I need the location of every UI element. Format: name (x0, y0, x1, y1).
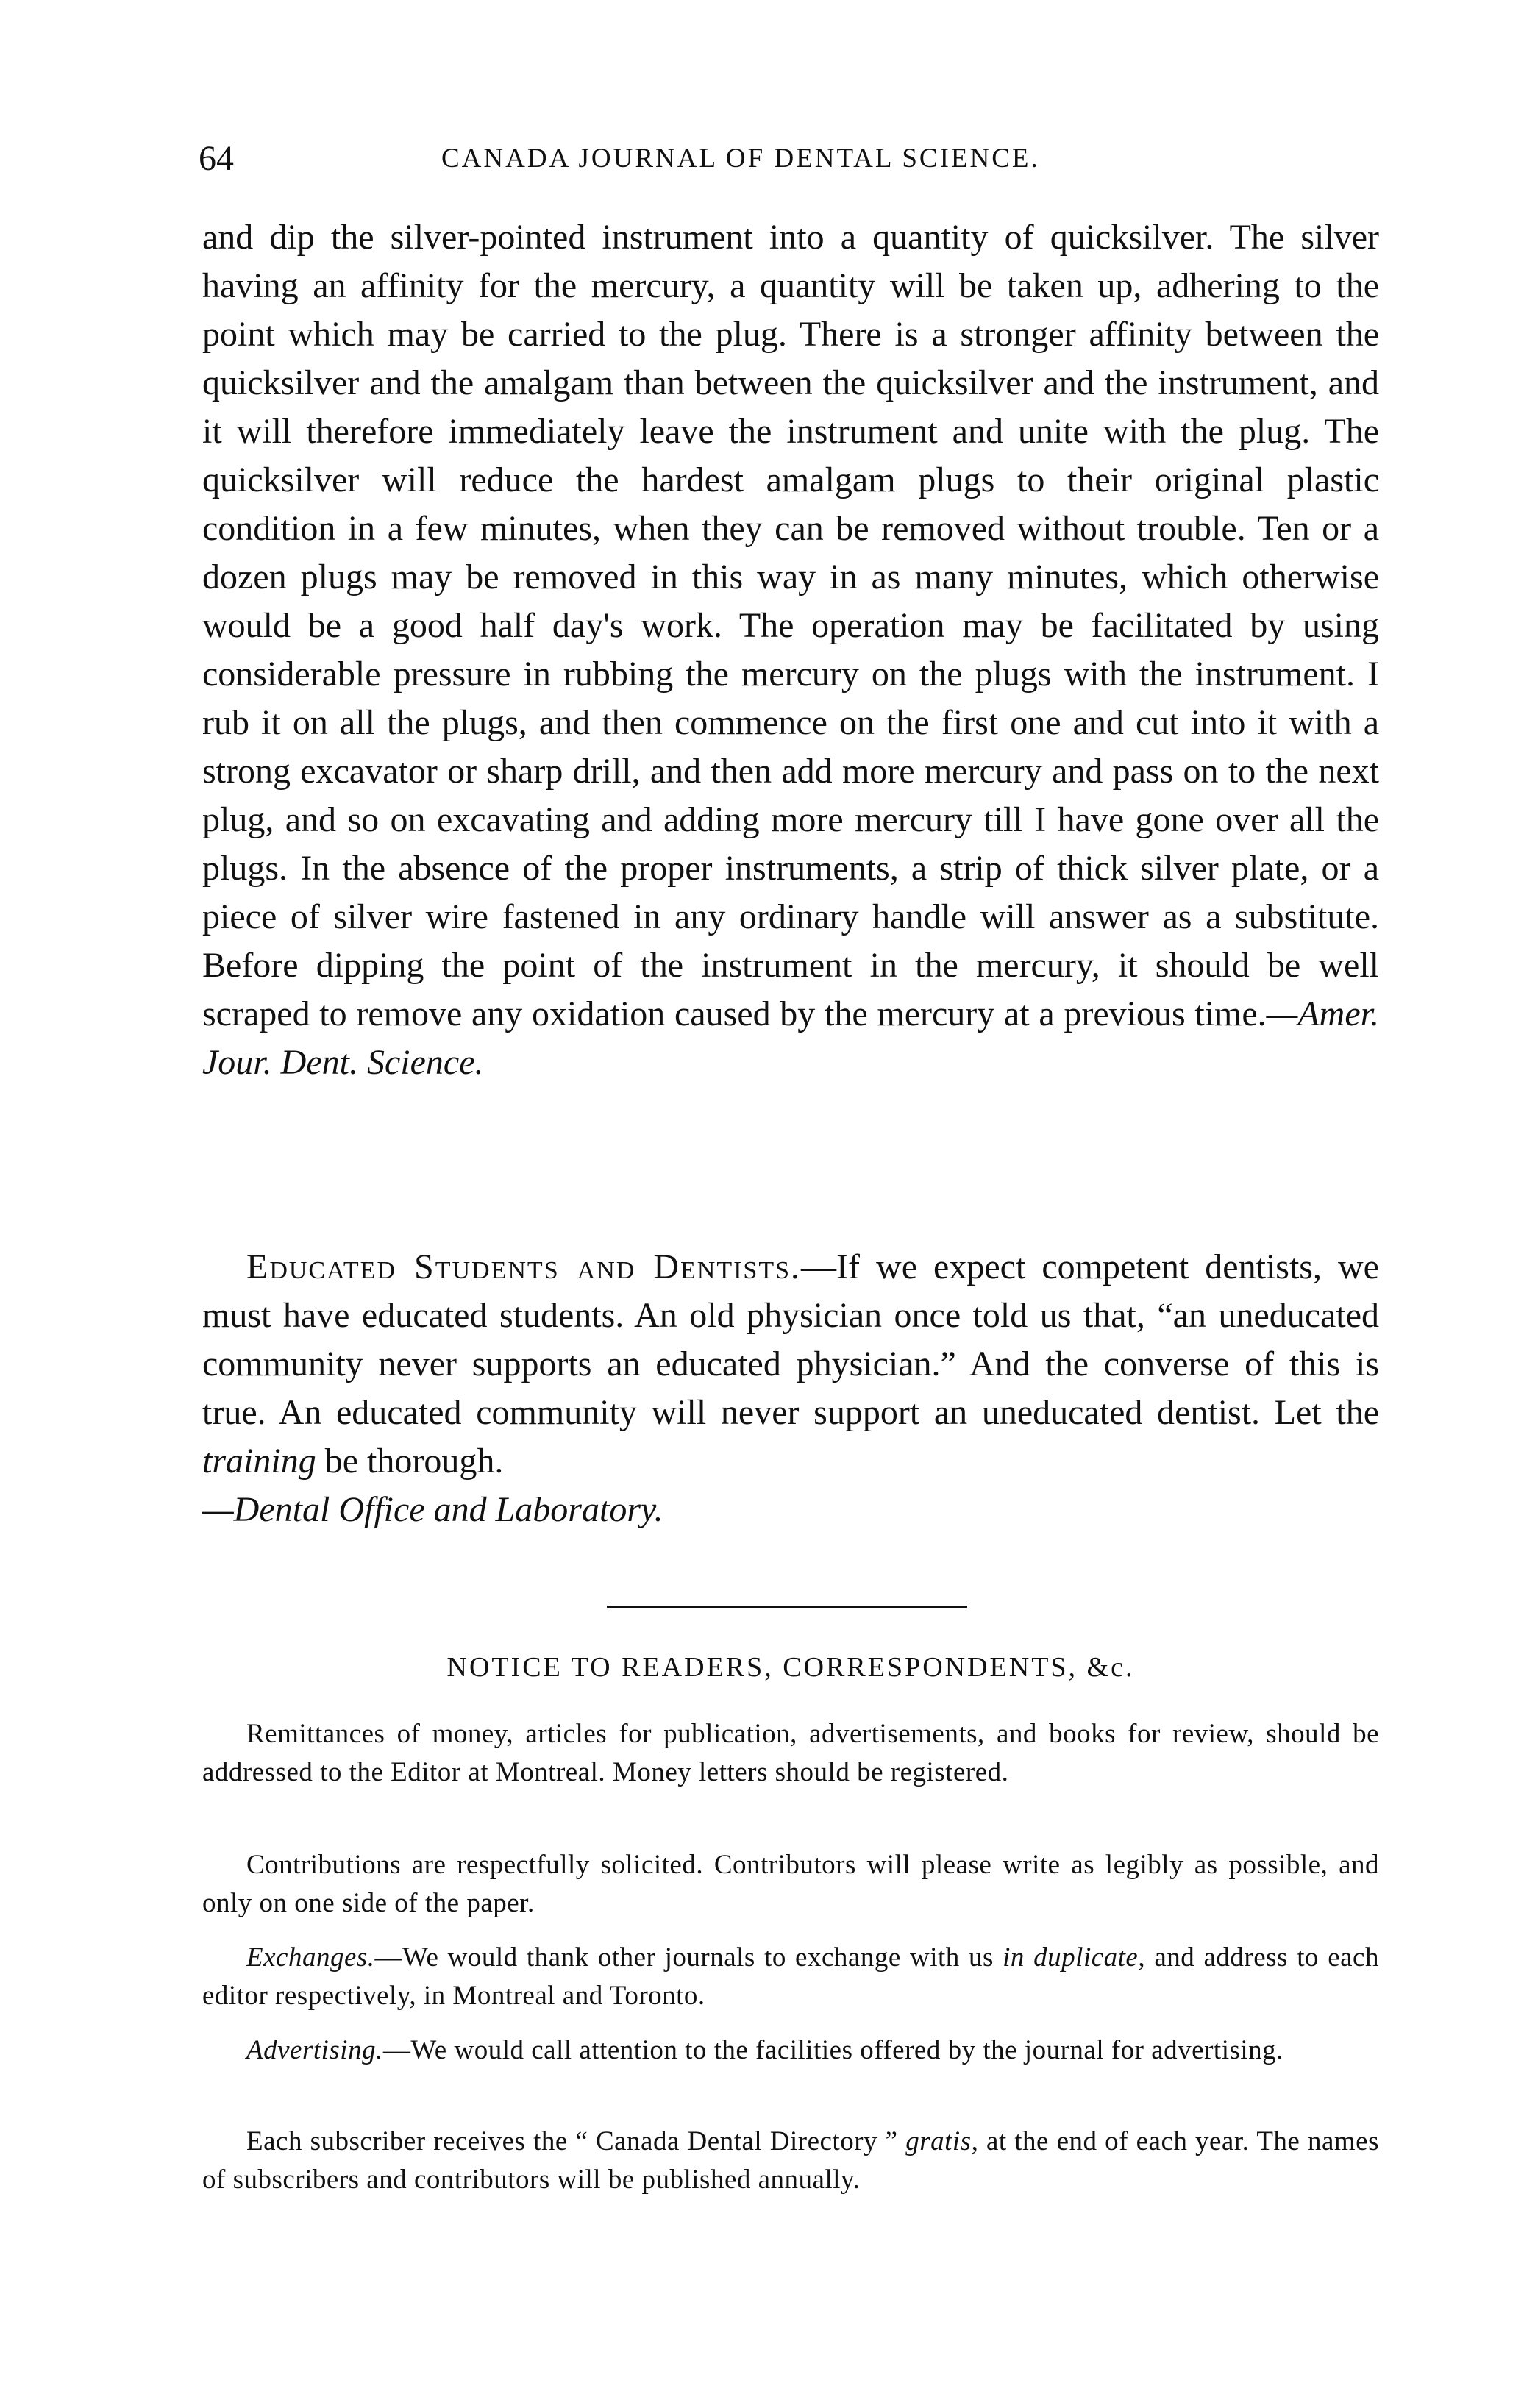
notice-text: —We would call attention to the facilities offered by the journal for advertising. (382, 2035, 1283, 2065)
notice-directory (202, 2123, 1379, 2199)
emphasis-text: training (202, 1442, 316, 1481)
emphasis-text: in duplicate (1003, 1942, 1139, 1973)
page-number: 64 (199, 139, 234, 178)
notice-text: Each subscriber receives the “ Canada Dental Directory ” (246, 2126, 906, 2156)
section-heading: Educated Students and Dentists. (246, 1247, 802, 1286)
article-paragraph-quicksilver (202, 213, 1379, 1087)
running-title: CANADA JOURNAL OF DENTAL SCIENCE. (441, 143, 1040, 174)
paragraph-text: and dip the silver-pointed instrument into a quantity of quicksilver. The silver having an affinity for the mercury, a quantity will be taken up, adhering to the point which may be carried to the plug. There is a stronger affinity between the quicksilver and the amalgam than between the quicksilver and the instrument, and it will therefore immediately leave the instrument and unite with the plug. The quicksilver will reduce the hardest amalgam plugs to their original plastic condition in a few minutes, when they can be removed without trouble. Ten or a dozen plugs may be removed in this way in as many minutes, which otherwise would be a good half day's work. The operation may be facilitated by using considerable pressure in rubbing the mercury on the plugs with the instrument. I rub it on all the plugs, and then commence on the first one and cut into it with a strong excavator or sharp drill, and then add more mercury and pass on to the next plug, and so on excavating and adding more mercury till I have gone over all the plugs. In the absence of the proper instruments, a strip of thick silver plate, or a piece of silver wire fastened in any ordinary handle will answer as a substitute. Before dipping the point of the instrument in the mercury, it should be well scraped to remove any oxidation caused by the mercury at a previous time. (202, 218, 1379, 1033)
notice-text: —We would thank other journals to exchange with us (374, 1942, 1003, 1973)
article-paragraph-educated-students (202, 1243, 1379, 1534)
notice-exchanges (202, 1939, 1379, 2015)
section-divider (607, 1606, 967, 1608)
notice-title: NOTICE TO READERS, CORRESPONDENTS, &c. (446, 1652, 1135, 1683)
notice-text-end: , and address to each editor respectively, in Montreal and Toronto. (202, 1942, 1379, 2011)
notice-remittances (202, 1715, 1379, 1792)
notice-advertising (202, 2031, 1379, 2070)
notice-lead: Advertising. (246, 2035, 383, 2065)
emphasis-text: gratis (905, 2126, 972, 2156)
paragraph-text-end: be thorough. (316, 1442, 504, 1481)
notice-text-end: , at the end of each year. The names of subscribers and contributors will be published annually. (202, 2126, 1379, 2195)
notice-contributions (202, 1846, 1379, 1923)
notice-text: Remittances of money, articles for publication, advertisements, and books for review, should be addressed to the Editor at Montreal. Money letters should be registered. (202, 1719, 1379, 1787)
notice-text: Contributions are respectfully solicited. Contributors will please write as legibly as possible, and only on one side of the paper. (202, 1850, 1379, 1918)
source-citation: —Dental Office and Laboratory. (202, 1490, 663, 1529)
paragraph-text: —If we expect competent dentists, we must have educated students. An old physician once told us that, “an uneducated community never supports an educated physician.” And the converse of this is true. An educated community will never support an uneducated dentist. Let the (202, 1247, 1379, 1432)
page-header (199, 138, 1390, 182)
source-citation: —Amer. Jour. Dent. Science. (202, 994, 1379, 1082)
notice-lead: Exchanges. (246, 1942, 375, 1973)
